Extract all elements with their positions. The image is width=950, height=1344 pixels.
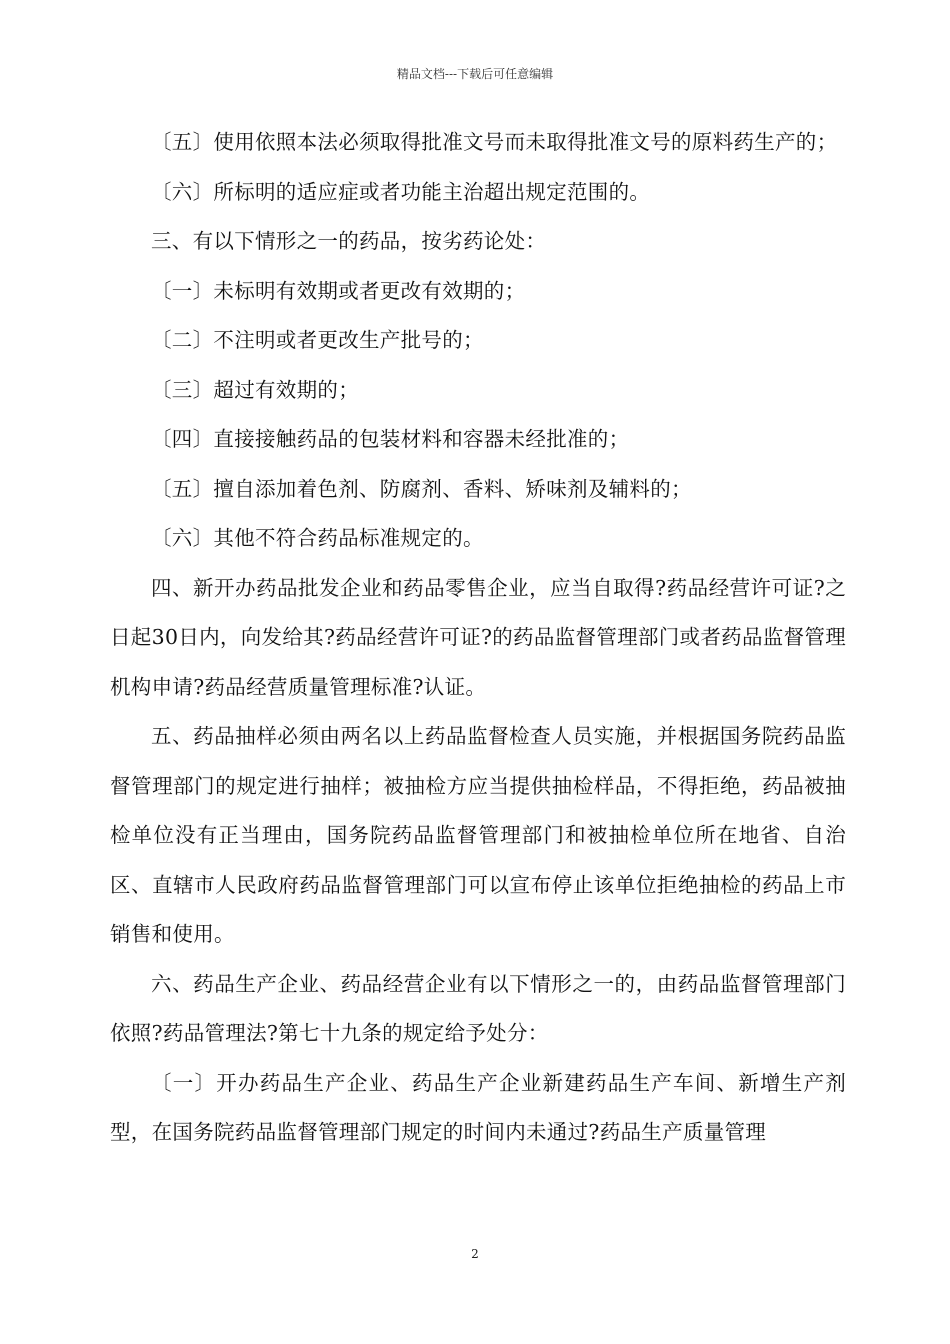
paragraph-item-6-standards: 〔六〕其他不符合药品标准规定的。: [151, 526, 484, 550]
paragraph-item-5-additives: 〔五〕擅自添加着色剂、防腐剂、香料、矫味剂及辅料的；: [151, 476, 692, 501]
document-body: [110, 118, 846, 1158]
paragraph-item-5-raw-material: 〔五〕使用依照本法必须取得批准文号而未取得批准文号的原料药生产的；: [151, 130, 838, 154]
paragraph-item-1-expiry: 〔一〕未标明有效期或者更改有效期的；: [151, 278, 526, 303]
paragraph-section-4: 四、新开办药品批发企业和药品零售企业，应当自取得?药品经营许可证?之日起30日内，向发给其?药品经营许可证?的药品监督管理部门或者药品监督管理机构申请?药品经营质量管理标准?认证。: [110, 575, 846, 699]
page-header: 精品文档---下载后可任意编辑: [396, 67, 554, 81]
paragraph-section-6-item-1: 〔一〕开办药品生产企业、药品生产企业新建药品生产车间、新增生产剂型，在国务院药品监督管理部门规定的时间内未通过?药品生产质量管理: [110, 1070, 846, 1144]
paragraph-item-2-batch-number: 〔二〕不注明或者更改生产批号的；: [151, 328, 484, 352]
paragraph-item-4-packaging: 〔四〕直接接触药品的包装材料和容器未经批准的；: [151, 427, 630, 451]
paragraph-item-3-expired: 〔三〕超过有效期的；: [151, 377, 359, 402]
paragraph-section-3-heading: 三、有以下情形之一的药品，按劣药论处：: [151, 229, 547, 253]
paragraph-item-6-indications: 〔六〕所标明的适应症或者功能主治超出规定范围的。: [151, 179, 651, 204]
paragraph-section-5: 五、药品抽样必须由两名以上药品监督检查人员实施，并根据国务院药品监督管理部门的规定进行抽样；被抽检方应当提供抽检样品，不得拒绝，药品被抽检单位没有正当理由，国务院药品监督管理部门和被抽检单位所在地省、自治区、直辖市人民政府药品监督管理部门可以宣布停止该单位拒绝抽检的药品上市销售和使用。: [110, 724, 846, 946]
page-number: 2: [471, 1247, 479, 1261]
paragraph-section-6: 六、药品生产企业、药品经营企业有以下情形之一的，由药品监督管理部门依照?药品管理法?第七十九条的规定给予处分：: [110, 971, 846, 1045]
